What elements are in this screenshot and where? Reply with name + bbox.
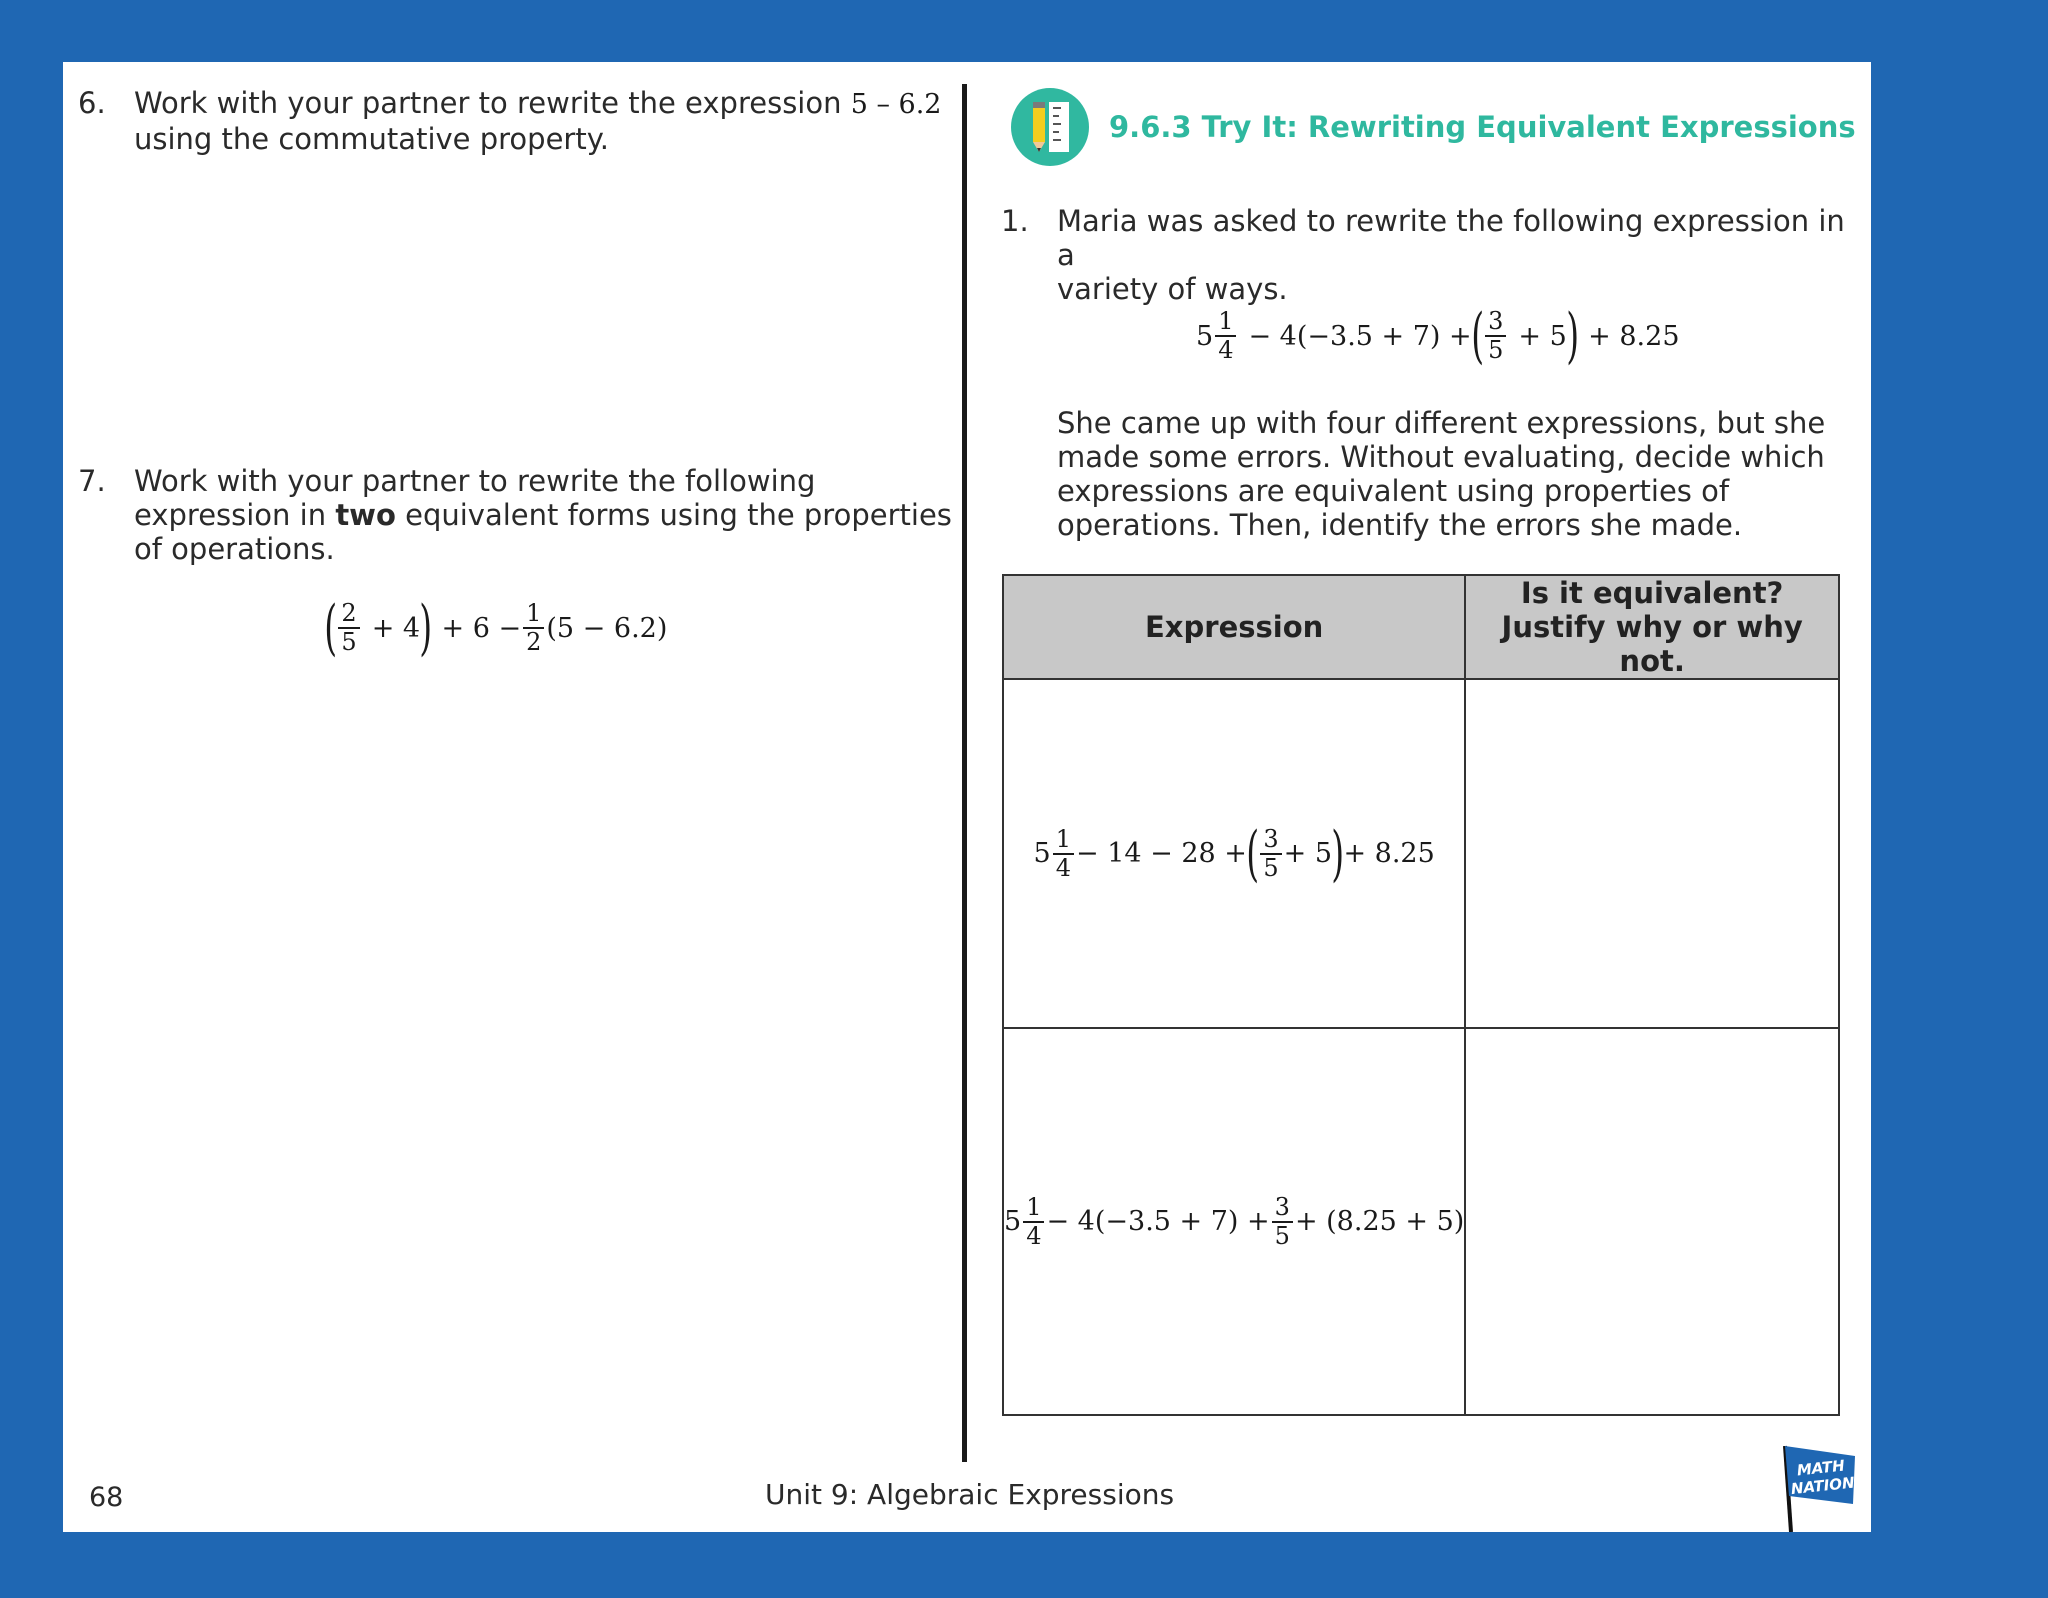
question-1 bbox=[1001, 204, 1861, 306]
expression-q7: ( $\frac{2}{5}$ + 4 ) + 6 − $\frac{1}{2}$ (5 − 6.2) bbox=[324, 593, 668, 663]
pencil-ruler-icon bbox=[1011, 88, 1089, 166]
table-row bbox=[1003, 1028, 1839, 1415]
question-7 bbox=[78, 464, 958, 584]
question-text: using the commutative property. bbox=[134, 122, 609, 156]
question-number: 7. bbox=[78, 464, 106, 498]
table-row bbox=[1003, 679, 1839, 1028]
question-text: Maria was asked to rewrite the following expression in a bbox=[1057, 204, 1845, 272]
expression-row-1: 5 $\frac{1}{4}$ − 14 − 28 + ( $\frac{3}{5}$ + 5 ) + 8.25 bbox=[1033, 818, 1435, 889]
question-number: 1. bbox=[1001, 204, 1029, 238]
expression-q1: 5 $\frac{1}{4}$ − 4(−3.5 + 7) + ( $\frac{3}{5}$ + 5 ) + 8.25 bbox=[1196, 301, 1680, 371]
expression-row-2: 5 $\frac{1}{4}$ − 4(−3.5 + 7) + $\frac{3}{5}$ + (8.25 + 5) bbox=[1004, 1192, 1465, 1250]
question-text: equivalent forms using the properties bbox=[405, 498, 952, 532]
question-6 bbox=[78, 86, 958, 166]
column-header-equivalent: Is it equivalent? Justify why or why not. bbox=[1465, 575, 1839, 679]
section-title: 9.6.3 Try It: Rewriting Equivalent Expressions bbox=[1109, 110, 1856, 144]
justification-cell[interactable] bbox=[1465, 679, 1839, 1028]
question-text: Work with your partner to rewrite the expression bbox=[134, 86, 842, 120]
question-1-paragraph bbox=[1057, 406, 1857, 546]
expression-cell bbox=[1003, 679, 1465, 1028]
table-header-row bbox=[1003, 575, 1839, 679]
question-text: variety of ways. bbox=[1057, 272, 1288, 306]
worksheet-page bbox=[63, 62, 1871, 1532]
logo-text: NATION bbox=[1790, 1473, 1856, 1499]
paragraph-line: operations. Then, identify the errors she made. bbox=[1057, 508, 1743, 542]
paragraph-line: made some errors. Without evaluating, decide which bbox=[1057, 440, 1825, 474]
question-text: of operations. bbox=[134, 532, 335, 566]
question-number: 6. bbox=[78, 86, 106, 120]
question-text: expression in bbox=[134, 498, 327, 532]
column-divider bbox=[962, 84, 967, 1462]
paragraph-line: She came up with four different expressions, but she bbox=[1057, 406, 1826, 440]
math-nation-logo bbox=[1773, 1440, 1859, 1532]
column-header-expression: Expression bbox=[1003, 575, 1465, 679]
question-text: Work with your partner to rewrite the following bbox=[134, 464, 816, 498]
expression-cell bbox=[1003, 1028, 1465, 1415]
logo-text: MATH bbox=[1795, 1456, 1846, 1480]
footer-unit-title: Unit 9: Algebraic Expressions bbox=[765, 1478, 1175, 1511]
paragraph-line: expressions are equivalent using properties of bbox=[1057, 474, 1730, 508]
page-number: 68 bbox=[89, 1482, 124, 1513]
emphasis-text: two bbox=[335, 498, 396, 532]
justification-cell[interactable] bbox=[1465, 1028, 1839, 1415]
inline-expression: 5 – 6.2 bbox=[850, 89, 942, 120]
equivalence-table bbox=[1002, 574, 1840, 1416]
